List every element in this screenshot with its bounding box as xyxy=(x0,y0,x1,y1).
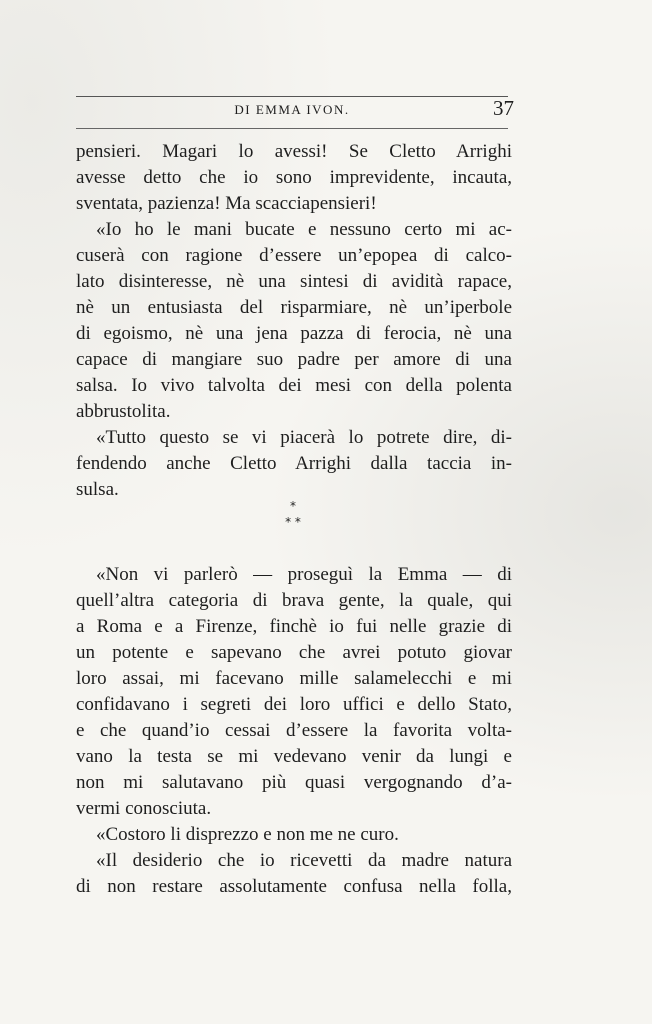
text-line: loro assai, mi facevano mille salamelecchi e mi xyxy=(76,668,512,689)
text-line: di egoismo, nè una jena pazza di ferocia, nè una xyxy=(76,323,512,344)
text-line: vermi conosciuta. xyxy=(76,798,212,819)
text-line: capace di mangiare suo padre per amore di una xyxy=(76,349,512,370)
text-line: salsa. Io vivo talvolta dei mesi con della polenta xyxy=(76,375,512,396)
text-line: «Io ho le mani bucate e nessuno certo mi ac- xyxy=(96,219,512,240)
asterism-bottom: * * xyxy=(285,515,301,529)
text-line: di non restare assolutamente confusa nella folla, xyxy=(76,876,512,897)
text-line: lato disinteresse, nè una sintesi di avidità rapace, xyxy=(76,271,512,292)
header-rule-bottom xyxy=(76,128,508,129)
text-line: pensieri. Magari lo avessi! Se Cletto Arrighi xyxy=(76,141,512,162)
asterism-top: * xyxy=(290,499,296,513)
header-rule-top xyxy=(76,96,508,97)
text-line: un potente e sapevano che avrei potuto giovar xyxy=(76,642,512,663)
text-line: e che quand’io cessai d’essere la favorita volta- xyxy=(76,720,512,741)
text-line: non mi salutavano più quasi vergognando d’a- xyxy=(76,772,512,793)
text-line: nè un entusiasta del risparmiare, nè un’iperbole xyxy=(76,297,512,318)
text-line: cuserà con ragione d’essere un’epopea di calco- xyxy=(76,245,512,266)
text-line: a Roma e a Firenze, finchè io fui nelle grazie di xyxy=(76,616,512,637)
text-line: sventata, pazienza! Ma scacciapensieri! xyxy=(76,193,377,214)
text-line: fendendo anche Cletto Arrighi dalla taccia in- xyxy=(76,453,512,474)
text-line: abbrustolita. xyxy=(76,401,171,422)
text-line: «Non vi parlerò — proseguì la Emma — di xyxy=(96,564,512,585)
running-title: DI EMMA IVON. xyxy=(234,102,350,117)
text-line: sulsa. xyxy=(76,479,119,500)
text-line: «Costoro li disprezzo e non me ne curo. xyxy=(96,824,399,845)
text-line: vano la testa se mi vedevano venir da lungi e xyxy=(76,746,512,767)
text-line: «Tutto questo se vi piacerà lo potrete dire, di- xyxy=(96,427,512,448)
text-line: avesse detto che io sono imprevidente, incauta, xyxy=(76,167,512,188)
page-number: 37 xyxy=(493,96,514,120)
text-line: quell’altra categoria di brava gente, la quale, qui xyxy=(76,590,512,611)
text-line: «Il desiderio che io ricevetti da madre natura xyxy=(96,850,512,871)
text-line: confidavano i segreti dei loro uffici e dello Stato, xyxy=(76,694,512,715)
